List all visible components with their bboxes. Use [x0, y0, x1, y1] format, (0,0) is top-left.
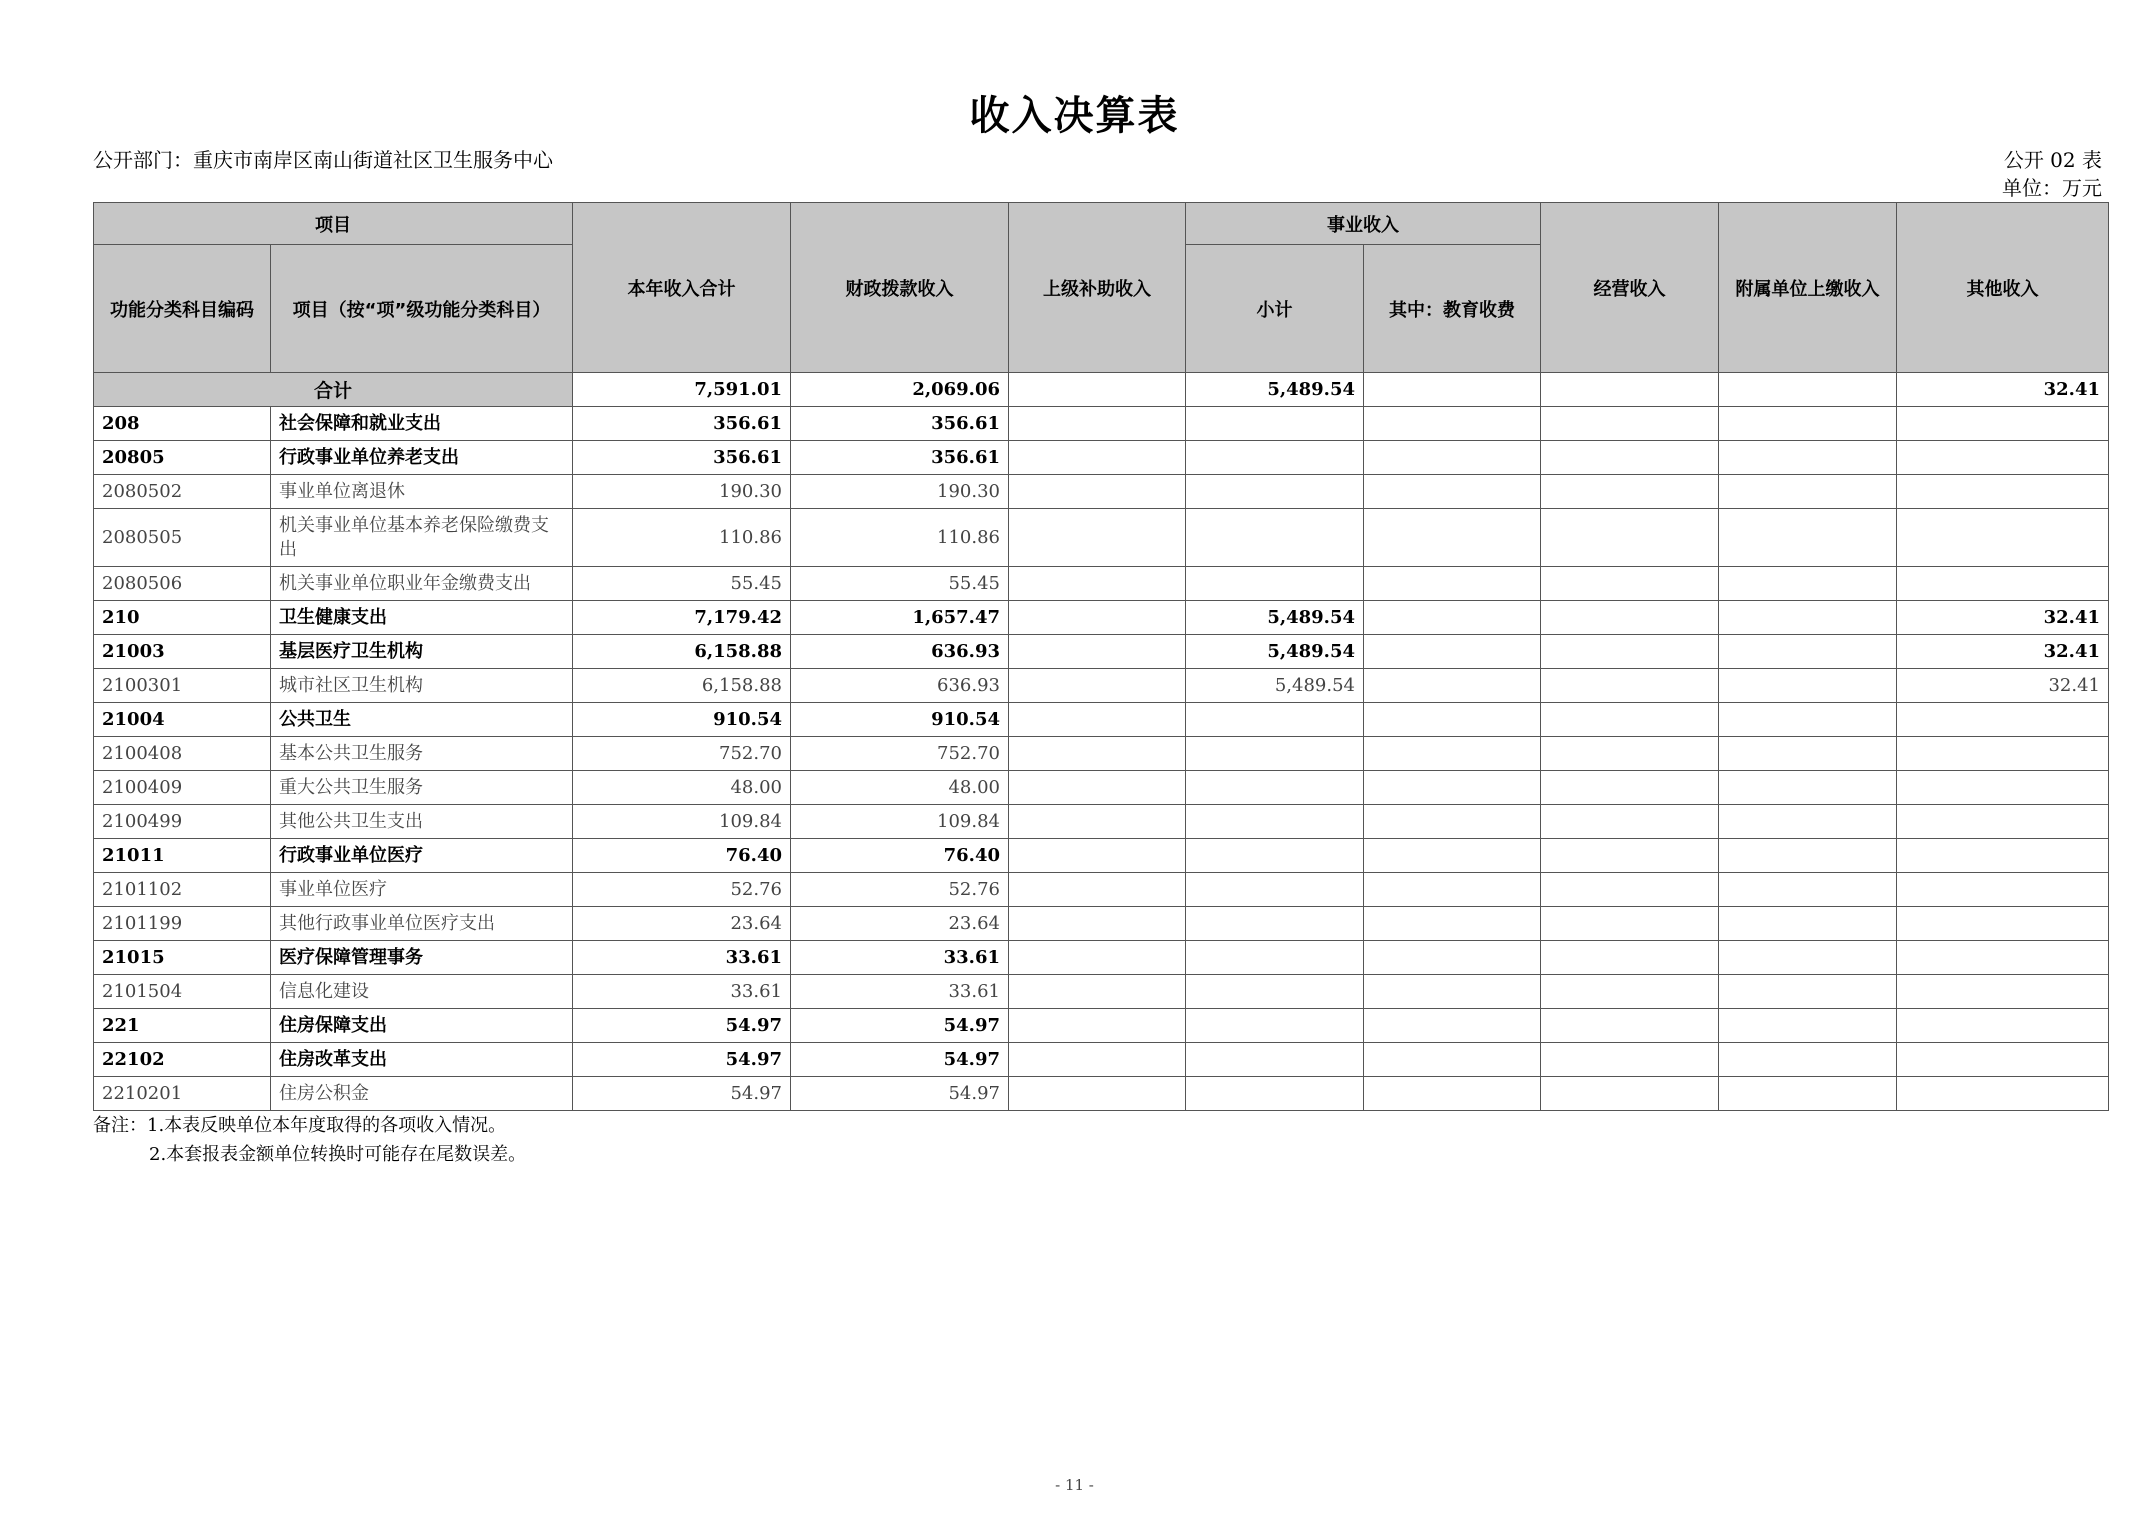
table-row — [94, 771, 2109, 805]
row-other-value — [1897, 407, 2109, 441]
row-operating-value — [1541, 1077, 1719, 1111]
row-code: 21004 — [94, 703, 271, 737]
row-other-value — [1897, 975, 2109, 1009]
header-name: 项目（按“项”级功能分类科目） — [271, 245, 573, 373]
row-operating-value — [1541, 805, 1719, 839]
row-total-income-value: 48.00 — [573, 771, 791, 805]
row-education-fee-value — [1364, 975, 1541, 1009]
row-name: 社会保障和就业支出 — [271, 407, 573, 441]
row-code: 2080502 — [94, 475, 271, 509]
row-superior-subsidy-value — [1009, 1077, 1186, 1111]
row-operating-value — [1541, 737, 1719, 771]
row-fiscal-value: 110.86 — [791, 509, 1009, 567]
total-operating-value — [1541, 373, 1719, 407]
row-fiscal-value: 33.61 — [791, 975, 1009, 1009]
row-fiscal-value: 356.61 — [791, 441, 1009, 475]
row-fiscal-value: 33.61 — [791, 941, 1009, 975]
table-row — [94, 441, 2109, 475]
row-subtotal-value — [1186, 839, 1364, 873]
row-fiscal-value: 23.64 — [791, 907, 1009, 941]
total-affiliated-value — [1719, 373, 1897, 407]
row-subtotal-value — [1186, 907, 1364, 941]
header-code: 功能分类科目编码 — [94, 245, 271, 373]
row-other-value — [1897, 1077, 2109, 1111]
row-education-fee-value — [1364, 839, 1541, 873]
row-name: 机关事业单位基本养老保险缴费支出 — [271, 509, 573, 567]
row-total-income-value: 54.97 — [573, 1043, 791, 1077]
row-total-income-value: 110.86 — [573, 509, 791, 567]
total-fiscal-value: 2,069.06 — [791, 373, 1009, 407]
header-item: 项目 — [94, 203, 573, 245]
row-other-value — [1897, 1043, 2109, 1077]
row-operating-value — [1541, 975, 1719, 1009]
row-operating-value — [1541, 771, 1719, 805]
row-operating-value — [1541, 669, 1719, 703]
row-total-income-value: 54.97 — [573, 1009, 791, 1043]
form-number: 公开 02 表 — [2003, 148, 2102, 172]
row-affiliated-value — [1719, 1009, 1897, 1043]
row-other-value — [1897, 873, 2109, 907]
header-right — [2002, 146, 2102, 202]
row-affiliated-value — [1719, 601, 1897, 635]
row-fiscal-value: 54.97 — [791, 1009, 1009, 1043]
row-superior-subsidy-value — [1009, 941, 1186, 975]
table-row — [94, 635, 2109, 669]
total-label: 合计 — [94, 373, 573, 407]
row-operating-value — [1541, 635, 1719, 669]
row-affiliated-value — [1719, 567, 1897, 601]
row-code: 2100409 — [94, 771, 271, 805]
row-other-value: 32.41 — [1897, 669, 2109, 703]
row-total-income-value: 23.64 — [573, 907, 791, 941]
row-affiliated-value — [1719, 441, 1897, 475]
row-education-fee-value — [1364, 509, 1541, 567]
row-education-fee-value — [1364, 1043, 1541, 1077]
row-education-fee-value — [1364, 737, 1541, 771]
row-other-value — [1897, 441, 2109, 475]
row-affiliated-value — [1719, 1043, 1897, 1077]
header-operating: 经营收入 — [1541, 203, 1719, 373]
table-row — [94, 509, 2109, 567]
row-total-income-value: 54.97 — [573, 1077, 791, 1111]
row-education-fee-value — [1364, 941, 1541, 975]
row-education-fee-value — [1364, 601, 1541, 635]
row-superior-subsidy-value — [1009, 873, 1186, 907]
row-total-income-value: 7,179.42 — [573, 601, 791, 635]
row-operating-value — [1541, 475, 1719, 509]
row-total-income-value: 55.45 — [573, 567, 791, 601]
row-code: 2080505 — [94, 509, 271, 567]
table-row — [94, 669, 2109, 703]
row-superior-subsidy-value — [1009, 907, 1186, 941]
row-subtotal-value — [1186, 567, 1364, 601]
row-subtotal-value — [1186, 1077, 1364, 1111]
row-affiliated-value — [1719, 839, 1897, 873]
note-1: 备注：1.本表反映单位本年度取得的各项收入情况。 — [93, 1115, 507, 1136]
row-name: 信息化建设 — [271, 975, 573, 1009]
row-fiscal-value: 52.76 — [791, 873, 1009, 907]
row-education-fee-value — [1364, 703, 1541, 737]
row-code: 22102 — [94, 1043, 271, 1077]
row-name: 卫生健康支出 — [271, 601, 573, 635]
row-name: 住房公积金 — [271, 1077, 573, 1111]
row-fiscal-value: 910.54 — [791, 703, 1009, 737]
row-total-income-value: 6,158.88 — [573, 669, 791, 703]
row-subtotal-value — [1186, 975, 1364, 1009]
row-affiliated-value — [1719, 475, 1897, 509]
row-total-income-value: 356.61 — [573, 441, 791, 475]
row-operating-value — [1541, 407, 1719, 441]
row-name: 住房保障支出 — [271, 1009, 573, 1043]
row-education-fee-value — [1364, 669, 1541, 703]
row-fiscal-value: 109.84 — [791, 805, 1009, 839]
table-row — [94, 975, 2109, 1009]
row-name: 其他公共卫生支出 — [271, 805, 573, 839]
row-other-value — [1897, 567, 2109, 601]
row-superior-subsidy-value — [1009, 669, 1186, 703]
row-code: 2101102 — [94, 873, 271, 907]
page-title: 收入决算表 — [969, 93, 1180, 139]
row-subtotal-value: 5,489.54 — [1186, 669, 1364, 703]
note-2: 2.本套报表金额单位转换时可能存在尾数误差。 — [149, 1144, 527, 1165]
header-superior-subsidy: 上级补助收入 — [1009, 203, 1186, 373]
row-superior-subsidy-value — [1009, 509, 1186, 567]
row-fiscal-value: 76.40 — [791, 839, 1009, 873]
notes — [93, 1111, 526, 1169]
row-superior-subsidy-value — [1009, 839, 1186, 873]
row-other-value — [1897, 941, 2109, 975]
table-row — [94, 839, 2109, 873]
row-education-fee-value — [1364, 907, 1541, 941]
row-code: 2100301 — [94, 669, 271, 703]
row-other-value — [1897, 771, 2109, 805]
row-affiliated-value — [1719, 669, 1897, 703]
row-code: 210 — [94, 601, 271, 635]
table-row — [94, 601, 2109, 635]
row-fiscal-value: 1,657.47 — [791, 601, 1009, 635]
row-name: 基层医疗卫生机构 — [271, 635, 573, 669]
row-other-value — [1897, 839, 2109, 873]
row-code: 2101199 — [94, 907, 271, 941]
table-row — [94, 1077, 2109, 1111]
row-superior-subsidy-value — [1009, 475, 1186, 509]
row-education-fee-value — [1364, 873, 1541, 907]
row-total-income-value: 356.61 — [573, 407, 791, 441]
row-other-value: 32.41 — [1897, 635, 2109, 669]
income-table — [93, 202, 2109, 1111]
row-subtotal-value — [1186, 873, 1364, 907]
row-operating-value — [1541, 601, 1719, 635]
row-code: 21015 — [94, 941, 271, 975]
row-name: 行政事业单位养老支出 — [271, 441, 573, 475]
row-superior-subsidy-value — [1009, 975, 1186, 1009]
row-affiliated-value — [1719, 805, 1897, 839]
row-fiscal-value: 55.45 — [791, 567, 1009, 601]
unit-label: 单位：万元 — [2002, 176, 2102, 200]
row-superior-subsidy-value — [1009, 1009, 1186, 1043]
table-row — [94, 567, 2109, 601]
row-code: 2080506 — [94, 567, 271, 601]
row-subtotal-value — [1186, 407, 1364, 441]
row-total-income-value: 109.84 — [573, 805, 791, 839]
row-code: 2100408 — [94, 737, 271, 771]
row-total-income-value: 33.61 — [573, 975, 791, 1009]
header-education-fee: 其中：教育收费 — [1364, 245, 1541, 373]
header-fiscal: 财政拨款收入 — [791, 203, 1009, 373]
row-code: 208 — [94, 407, 271, 441]
total-superior-value — [1009, 373, 1186, 407]
page-number: - 11 - — [1055, 1476, 1094, 1494]
row-affiliated-value — [1719, 703, 1897, 737]
row-code: 221 — [94, 1009, 271, 1043]
row-subtotal-value — [1186, 1043, 1364, 1077]
row-operating-value — [1541, 441, 1719, 475]
row-affiliated-value — [1719, 1077, 1897, 1111]
row-subtotal-value — [1186, 475, 1364, 509]
row-fiscal-value: 48.00 — [791, 771, 1009, 805]
row-subtotal-value — [1186, 703, 1364, 737]
row-affiliated-value — [1719, 509, 1897, 567]
row-name: 住房改革支出 — [271, 1043, 573, 1077]
row-name: 事业单位医疗 — [271, 873, 573, 907]
row-affiliated-value — [1719, 941, 1897, 975]
row-superior-subsidy-value — [1009, 737, 1186, 771]
row-operating-value — [1541, 703, 1719, 737]
row-education-fee-value — [1364, 635, 1541, 669]
row-name: 重大公共卫生服务 — [271, 771, 573, 805]
row-other-value — [1897, 737, 2109, 771]
header-subtotal: 小计 — [1186, 245, 1364, 373]
row-operating-value — [1541, 907, 1719, 941]
row-subtotal-value — [1186, 509, 1364, 567]
row-total-income-value: 76.40 — [573, 839, 791, 873]
row-superior-subsidy-value — [1009, 601, 1186, 635]
row-superior-subsidy-value — [1009, 703, 1186, 737]
row-total-income-value: 33.61 — [573, 941, 791, 975]
row-operating-value — [1541, 1009, 1719, 1043]
row-operating-value — [1541, 1043, 1719, 1077]
row-superior-subsidy-value — [1009, 441, 1186, 475]
row-name: 医疗保障管理事务 — [271, 941, 573, 975]
row-subtotal-value — [1186, 1009, 1364, 1043]
row-subtotal-value: 5,489.54 — [1186, 601, 1364, 635]
row-education-fee-value — [1364, 771, 1541, 805]
total-income-value: 7,591.01 — [573, 373, 791, 407]
total-row — [94, 373, 2109, 407]
table-row — [94, 737, 2109, 771]
row-fiscal-value: 752.70 — [791, 737, 1009, 771]
row-fiscal-value: 190.30 — [791, 475, 1009, 509]
row-fiscal-value: 636.93 — [791, 669, 1009, 703]
row-name: 行政事业单位医疗 — [271, 839, 573, 873]
row-education-fee-value — [1364, 407, 1541, 441]
row-name: 其他行政事业单位医疗支出 — [271, 907, 573, 941]
table-row — [94, 941, 2109, 975]
row-education-fee-value — [1364, 1077, 1541, 1111]
total-education-value — [1364, 373, 1541, 407]
row-subtotal-value — [1186, 771, 1364, 805]
row-superior-subsidy-value — [1009, 805, 1186, 839]
row-affiliated-value — [1719, 873, 1897, 907]
row-operating-value — [1541, 873, 1719, 907]
row-fiscal-value: 636.93 — [791, 635, 1009, 669]
row-other-value — [1897, 805, 2109, 839]
row-code: 20805 — [94, 441, 271, 475]
table-row — [94, 873, 2109, 907]
row-name: 基本公共卫生服务 — [271, 737, 573, 771]
row-subtotal-value — [1186, 805, 1364, 839]
row-affiliated-value — [1719, 407, 1897, 441]
row-code: 2101504 — [94, 975, 271, 1009]
row-subtotal-value — [1186, 941, 1364, 975]
table-row — [94, 805, 2109, 839]
row-total-income-value: 752.70 — [573, 737, 791, 771]
row-affiliated-value — [1719, 635, 1897, 669]
row-subtotal-value — [1186, 441, 1364, 475]
row-name: 城市社区卫生机构 — [271, 669, 573, 703]
header-business-income: 事业收入 — [1186, 203, 1541, 245]
row-operating-value — [1541, 509, 1719, 567]
row-name: 事业单位离退休 — [271, 475, 573, 509]
row-other-value — [1897, 1009, 2109, 1043]
row-superior-subsidy-value — [1009, 567, 1186, 601]
row-affiliated-value — [1719, 771, 1897, 805]
row-fiscal-value: 54.97 — [791, 1043, 1009, 1077]
table-row — [94, 703, 2109, 737]
row-fiscal-value: 356.61 — [791, 407, 1009, 441]
row-other-value — [1897, 475, 2109, 509]
row-affiliated-value — [1719, 907, 1897, 941]
total-subtotal-value: 5,489.54 — [1186, 373, 1364, 407]
row-subtotal-value: 5,489.54 — [1186, 635, 1364, 669]
row-operating-value — [1541, 941, 1719, 975]
row-education-fee-value — [1364, 441, 1541, 475]
row-total-income-value: 6,158.88 — [573, 635, 791, 669]
row-total-income-value: 52.76 — [573, 873, 791, 907]
row-affiliated-value — [1719, 975, 1897, 1009]
row-name: 公共卫生 — [271, 703, 573, 737]
row-code: 2210201 — [94, 1077, 271, 1111]
row-education-fee-value — [1364, 567, 1541, 601]
row-operating-value — [1541, 567, 1719, 601]
row-education-fee-value — [1364, 1009, 1541, 1043]
row-superior-subsidy-value — [1009, 1043, 1186, 1077]
row-operating-value — [1541, 839, 1719, 873]
table-row — [94, 475, 2109, 509]
row-superior-subsidy-value — [1009, 407, 1186, 441]
row-total-income-value: 910.54 — [573, 703, 791, 737]
total-other-value: 32.41 — [1897, 373, 2109, 407]
row-other-value — [1897, 703, 2109, 737]
table-row — [94, 1043, 2109, 1077]
row-education-fee-value — [1364, 805, 1541, 839]
header-other: 其他收入 — [1897, 203, 2109, 373]
row-other-value — [1897, 509, 2109, 567]
row-fiscal-value: 54.97 — [791, 1077, 1009, 1111]
table-row — [94, 407, 2109, 441]
row-superior-subsidy-value — [1009, 771, 1186, 805]
header-total-income: 本年收入合计 — [573, 203, 791, 373]
row-other-value — [1897, 907, 2109, 941]
department-label: 公开部门：重庆市南岸区南山街道社区卫生服务中心 — [93, 148, 553, 172]
row-name: 机关事业单位职业年金缴费支出 — [271, 567, 573, 601]
row-total-income-value: 190.30 — [573, 475, 791, 509]
row-subtotal-value — [1186, 737, 1364, 771]
row-superior-subsidy-value — [1009, 635, 1186, 669]
row-code: 21003 — [94, 635, 271, 669]
table-row — [94, 1009, 2109, 1043]
table-row — [94, 907, 2109, 941]
row-code: 21011 — [94, 839, 271, 873]
row-other-value: 32.41 — [1897, 601, 2109, 635]
row-education-fee-value — [1364, 475, 1541, 509]
row-affiliated-value — [1719, 737, 1897, 771]
row-code: 2100499 — [94, 805, 271, 839]
header-affiliated: 附属单位上缴收入 — [1719, 203, 1897, 373]
